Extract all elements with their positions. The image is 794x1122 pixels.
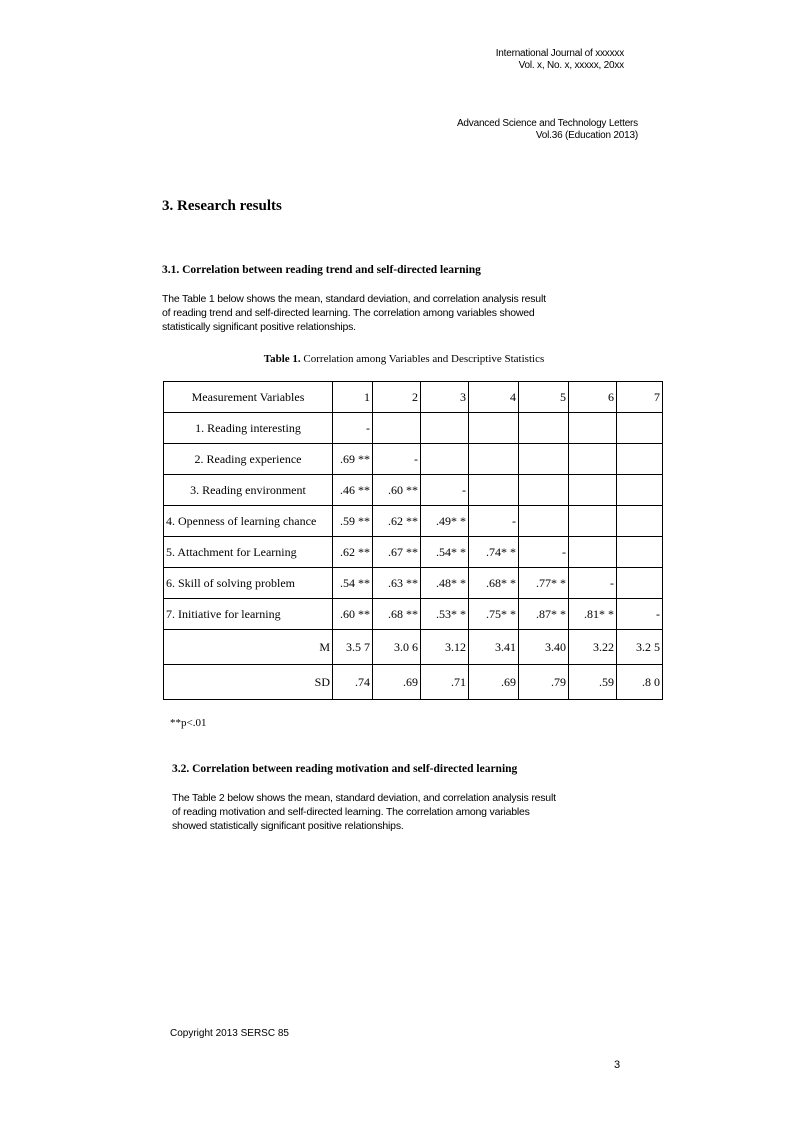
table-cell: .54 ** [333, 568, 373, 599]
table-cell: .87* * [519, 599, 569, 630]
table-cell [617, 444, 663, 475]
table-row [164, 413, 663, 444]
table-cell [617, 413, 663, 444]
paragraph-line: The Table 2 below shows the mean, standard deviation, and correlation analysis result [172, 792, 556, 804]
table-cell [569, 413, 617, 444]
table-cell [617, 537, 663, 568]
table-cell: .60 ** [333, 599, 373, 630]
paragraph-line: of reading motivation and self-directed learning. The correlation among variables [172, 806, 530, 818]
asl-volume: Vol.36 (Education 2013) [535, 130, 638, 141]
table-row [164, 568, 663, 599]
table-cell: - [333, 413, 373, 444]
table-cell: 3.41 [469, 630, 519, 665]
table-cell: .53* * [421, 599, 469, 630]
header-cell: 7 [617, 382, 663, 413]
row-label: 2. Reading experience [164, 444, 333, 475]
table-cell: .63 ** [373, 568, 421, 599]
row-label: 4. Openness of learning chance [164, 506, 333, 537]
table-cell: .71 [421, 665, 469, 700]
paragraph-line: of reading trend and self-directed learning. The correlation among variables showed [162, 307, 535, 319]
header-cell: 6 [569, 382, 617, 413]
correlation-table [163, 381, 663, 700]
table-cell: - [569, 568, 617, 599]
table-cell [421, 413, 469, 444]
header-cell: 5 [519, 382, 569, 413]
table-header-row [164, 382, 663, 413]
header-cell: 1 [333, 382, 373, 413]
paragraph-1 [162, 292, 622, 334]
table-cell [569, 537, 617, 568]
table-cell: .77* * [519, 568, 569, 599]
table-cell [617, 475, 663, 506]
table-row [164, 444, 663, 475]
table-caption-text: Correlation among Variables and Descriptive Statistics [300, 353, 545, 365]
journal-name: International Journal of xxxxxx [495, 48, 624, 59]
table-cell: - [519, 537, 569, 568]
table-cell: .62 ** [333, 537, 373, 568]
table-cell: - [617, 599, 663, 630]
row-label: 1. Reading interesting [164, 413, 333, 444]
table-cell: .68* * [469, 568, 519, 599]
paragraph-line: statistically significant positive relationships. [162, 321, 356, 333]
header-cell: 3 [421, 382, 469, 413]
paragraph-line: The Table 1 below shows the mean, standard deviation, and correlation analysis result [162, 293, 546, 305]
asl-header [457, 118, 638, 142]
journal-header [496, 48, 624, 72]
table-cell [469, 475, 519, 506]
table-row [164, 506, 663, 537]
subsection-title-1: 3.1. Correlation between reading trend and self-directed learning [162, 264, 481, 276]
header-cell: 4 [469, 382, 519, 413]
table-cell [617, 568, 663, 599]
table-cell: .59 ** [333, 506, 373, 537]
table-cell: .69 ** [333, 444, 373, 475]
header-cell: 2 [373, 382, 421, 413]
table-cell: 3.2 5 [617, 630, 663, 665]
table-cell: .69 [469, 665, 519, 700]
table-cell: .68 ** [373, 599, 421, 630]
table-cell [569, 475, 617, 506]
table-cell: .69 [373, 665, 421, 700]
table-cell: - [373, 444, 421, 475]
table-row [164, 537, 663, 568]
table-cell [373, 413, 421, 444]
table-row [164, 599, 663, 630]
table-cell: .79 [519, 665, 569, 700]
table-cell [569, 506, 617, 537]
paragraph-2 [172, 791, 624, 833]
table-cell: .81* * [569, 599, 617, 630]
table-note: **p<.01 [170, 717, 207, 729]
table-cell [519, 506, 569, 537]
table-cell: 3.5 7 [333, 630, 373, 665]
copyright: Copyright 2013 SERSC 85 [170, 1028, 289, 1039]
table-cell [569, 444, 617, 475]
table-cell: .46 ** [333, 475, 373, 506]
table-cell: - [469, 506, 519, 537]
table-cell: .59 [569, 665, 617, 700]
table-cell [617, 506, 663, 537]
table-cell: .74* * [469, 537, 519, 568]
row-label: 6. Skill of solving problem [164, 568, 333, 599]
row-label: SD [164, 665, 333, 700]
table-cell: .62 ** [373, 506, 421, 537]
section-title: 3. Research results [162, 198, 282, 214]
table-cell [519, 444, 569, 475]
row-label: 5. Attachment for Learning [164, 537, 333, 568]
table-cell: - [421, 475, 469, 506]
table-cell: .67 ** [373, 537, 421, 568]
table-cell: 3.40 [519, 630, 569, 665]
page-number: 3 [614, 1059, 621, 1071]
table-row [164, 665, 663, 700]
table-cell: 3.0 6 [373, 630, 421, 665]
asl-name: Advanced Science and Technology Letters [456, 118, 638, 129]
row-label: 3. Reading environment [164, 475, 333, 506]
journal-volume: Vol. x, No. x, xxxxx, 20xx [518, 60, 624, 71]
table-row [164, 475, 663, 506]
table-cell [469, 444, 519, 475]
table-cell: .75* * [469, 599, 519, 630]
table-cell [421, 444, 469, 475]
table-cell: .54* * [421, 537, 469, 568]
row-label: M [164, 630, 333, 665]
table-cell: 3.22 [569, 630, 617, 665]
header-cell: Measurement Variables [164, 382, 333, 413]
table-row [164, 630, 663, 665]
row-label: 7. Initiative for learning [164, 599, 333, 630]
table-cell: .60 ** [373, 475, 421, 506]
table-cell [519, 475, 569, 506]
table-cell: .49* * [421, 506, 469, 537]
table-caption [162, 353, 646, 365]
table-caption-label: Table 1. [263, 353, 301, 365]
table-cell: .48* * [421, 568, 469, 599]
table-cell: .8 0 [617, 665, 663, 700]
paragraph-line: showed statistically significant positive relationships. [172, 820, 404, 832]
table-cell: .74 [333, 665, 373, 700]
subsection-title-2: 3.2. Correlation between reading motivation and self-directed learning [172, 763, 518, 775]
table-cell [469, 413, 519, 444]
table-cell: 3.12 [421, 630, 469, 665]
table-cell [519, 413, 569, 444]
